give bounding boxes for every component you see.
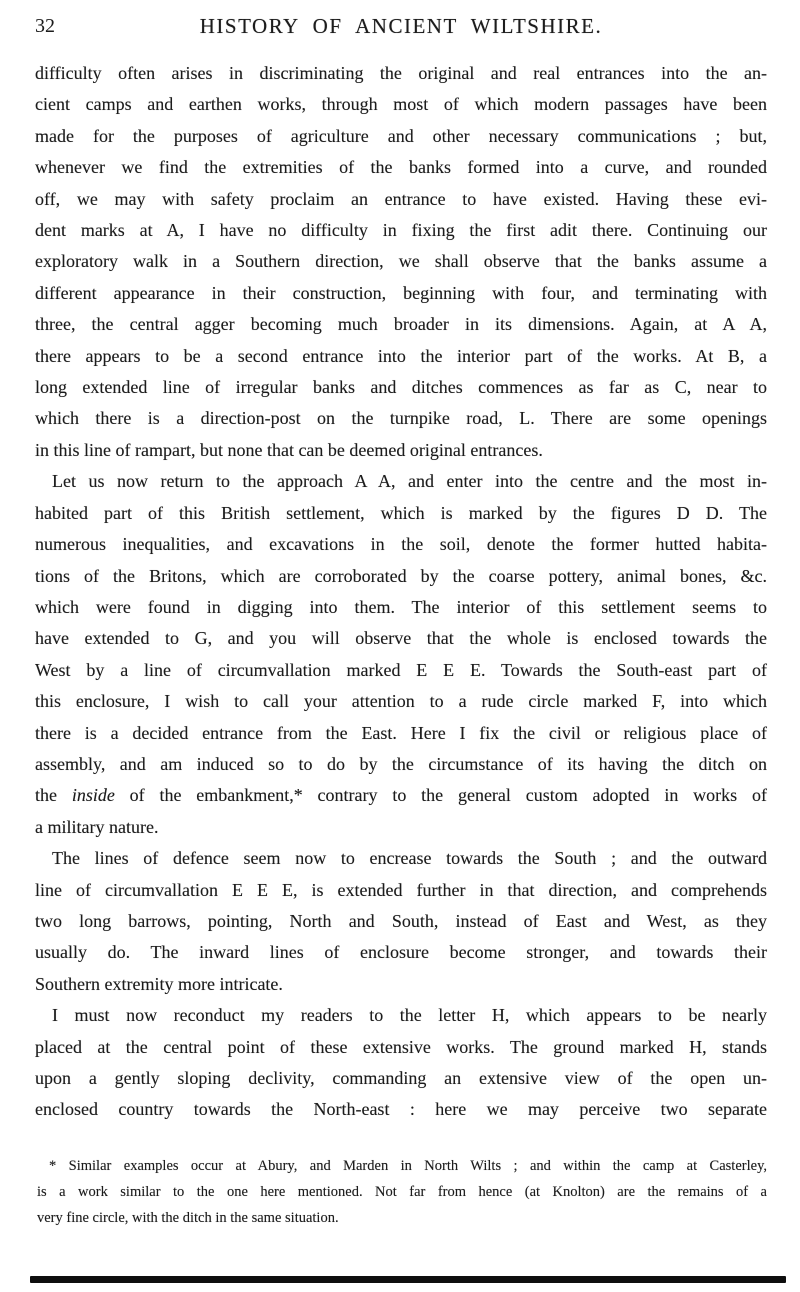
- paragraph: [35, 58, 767, 466]
- footnote-line: is a work similar to the one here mentioned. Not far from hence (at Knolton) are the remains of a: [37, 1184, 767, 1200]
- text-line: difficulty often arises in discriminating the original and real entrances into the an-: [35, 63, 767, 83]
- text-line: line of circumvallation E E E, is extended further in that direction, and comprehends: [35, 879, 767, 900]
- text-line: Let us now return to the approach A A, and enter into the centre and the most in-: [52, 471, 767, 492]
- paragraph: [35, 466, 767, 843]
- text-line: upon a gently sloping declivity, commanding an extensive view of the open un-: [35, 1068, 767, 1088]
- page-header: [35, 12, 767, 40]
- text-line: a military nature.: [35, 816, 159, 837]
- text-line: numerous inequalities, and excavations in the soil, denote the former hutted habita-: [35, 534, 767, 555]
- text-line: dent marks at A, I have no difficulty in fixing the first adit there. Continuing our: [35, 220, 767, 241]
- text-line: placed at the central point of these extensive works. The ground marked H, stands: [35, 1036, 767, 1057]
- paragraph: [35, 1000, 767, 1126]
- footnote-line: very fine circle, with the ditch in the same situation.: [37, 1210, 339, 1226]
- text-line: three, the central agger becoming much broader in its dimensions. Again, at A A,: [35, 314, 767, 335]
- text-line: which there is a direction-post on the turnpike road, L. There are some openings: [35, 408, 767, 429]
- text-line: in this line of rampart, but none that can be deemed original entrances.: [35, 439, 543, 460]
- body-text: [35, 58, 767, 1126]
- text-line: this enclosure, I wish to call your attention to a rude circle marked F, into which: [35, 691, 767, 712]
- text-line: West by a line of circumvallation marked E E E. Towards the South-east part of: [35, 659, 767, 680]
- paragraph: [35, 843, 767, 1000]
- text-line: off, we may with safety proclaim an entrance to have existed. Having these evi-: [35, 188, 767, 209]
- text-line: I must now reconduct my readers to the letter H, which appears to be nearly: [52, 1005, 767, 1026]
- text-line: there appears to be a second entrance into the interior part of the works. At B, a: [35, 345, 767, 366]
- footnote-line: * Similar examples occur at Abury, and Marden in North Wilts ; and within the camp at Casterley,: [49, 1158, 767, 1174]
- page-number: 32: [35, 15, 55, 37]
- text-line: tions of the Britons, which are corroborated by the coarse pottery, animal bones, &c.: [35, 565, 767, 586]
- text-line: have extended to G, and you will observe that the whole is enclosed towards the: [35, 628, 767, 649]
- text-line: which were found in digging into them. The interior of this settlement seems to: [35, 596, 767, 617]
- text-line: made for the purposes of agriculture and other necessary communications ; but,: [35, 125, 767, 146]
- text-line: assembly, and am induced so to do by the circumstance of its having the ditch on: [35, 753, 767, 774]
- text-line: usually do. The inward lines of enclosure become stronger, and towards their: [35, 942, 767, 963]
- text-line: Southern extremity more intricate.: [35, 973, 283, 994]
- text-line: the inside of the embankment,* contrary to the general custom adopted in works of: [35, 785, 767, 806]
- text-line: The lines of defence seem now to encrease towards the South ; and the outward: [52, 848, 767, 869]
- text-line: two long barrows, pointing, North and South, instead of East and West, as they: [35, 910, 767, 931]
- text-line: whenever we find the extremities of the banks formed into a curve, and rounded: [35, 157, 767, 178]
- text-line: enclosed country towards the North-east : here we may perceive two separate: [35, 1099, 767, 1120]
- footnote: [37, 1153, 767, 1231]
- text-line: different appearance in their construction, beginning with four, and terminating with: [35, 282, 767, 303]
- text-line: cient camps and earthen works, through most of which modern passages have been: [35, 94, 767, 115]
- text-line: habited part of this British settlement, which is marked by the figures D D. The: [35, 502, 767, 523]
- text-line: there is a decided entrance from the East. Here I fix the civil or religious place of: [35, 722, 767, 743]
- text-line: exploratory walk in a Southern direction, we shall observe that the banks assume a: [35, 251, 767, 272]
- scan-artifact-bar: [30, 1276, 786, 1283]
- text-line: long extended line of irregular banks and ditches commences as far as C, near to: [35, 377, 767, 398]
- running-title: HISTORY OF ANCIENT WILTSHIRE.: [199, 14, 603, 38]
